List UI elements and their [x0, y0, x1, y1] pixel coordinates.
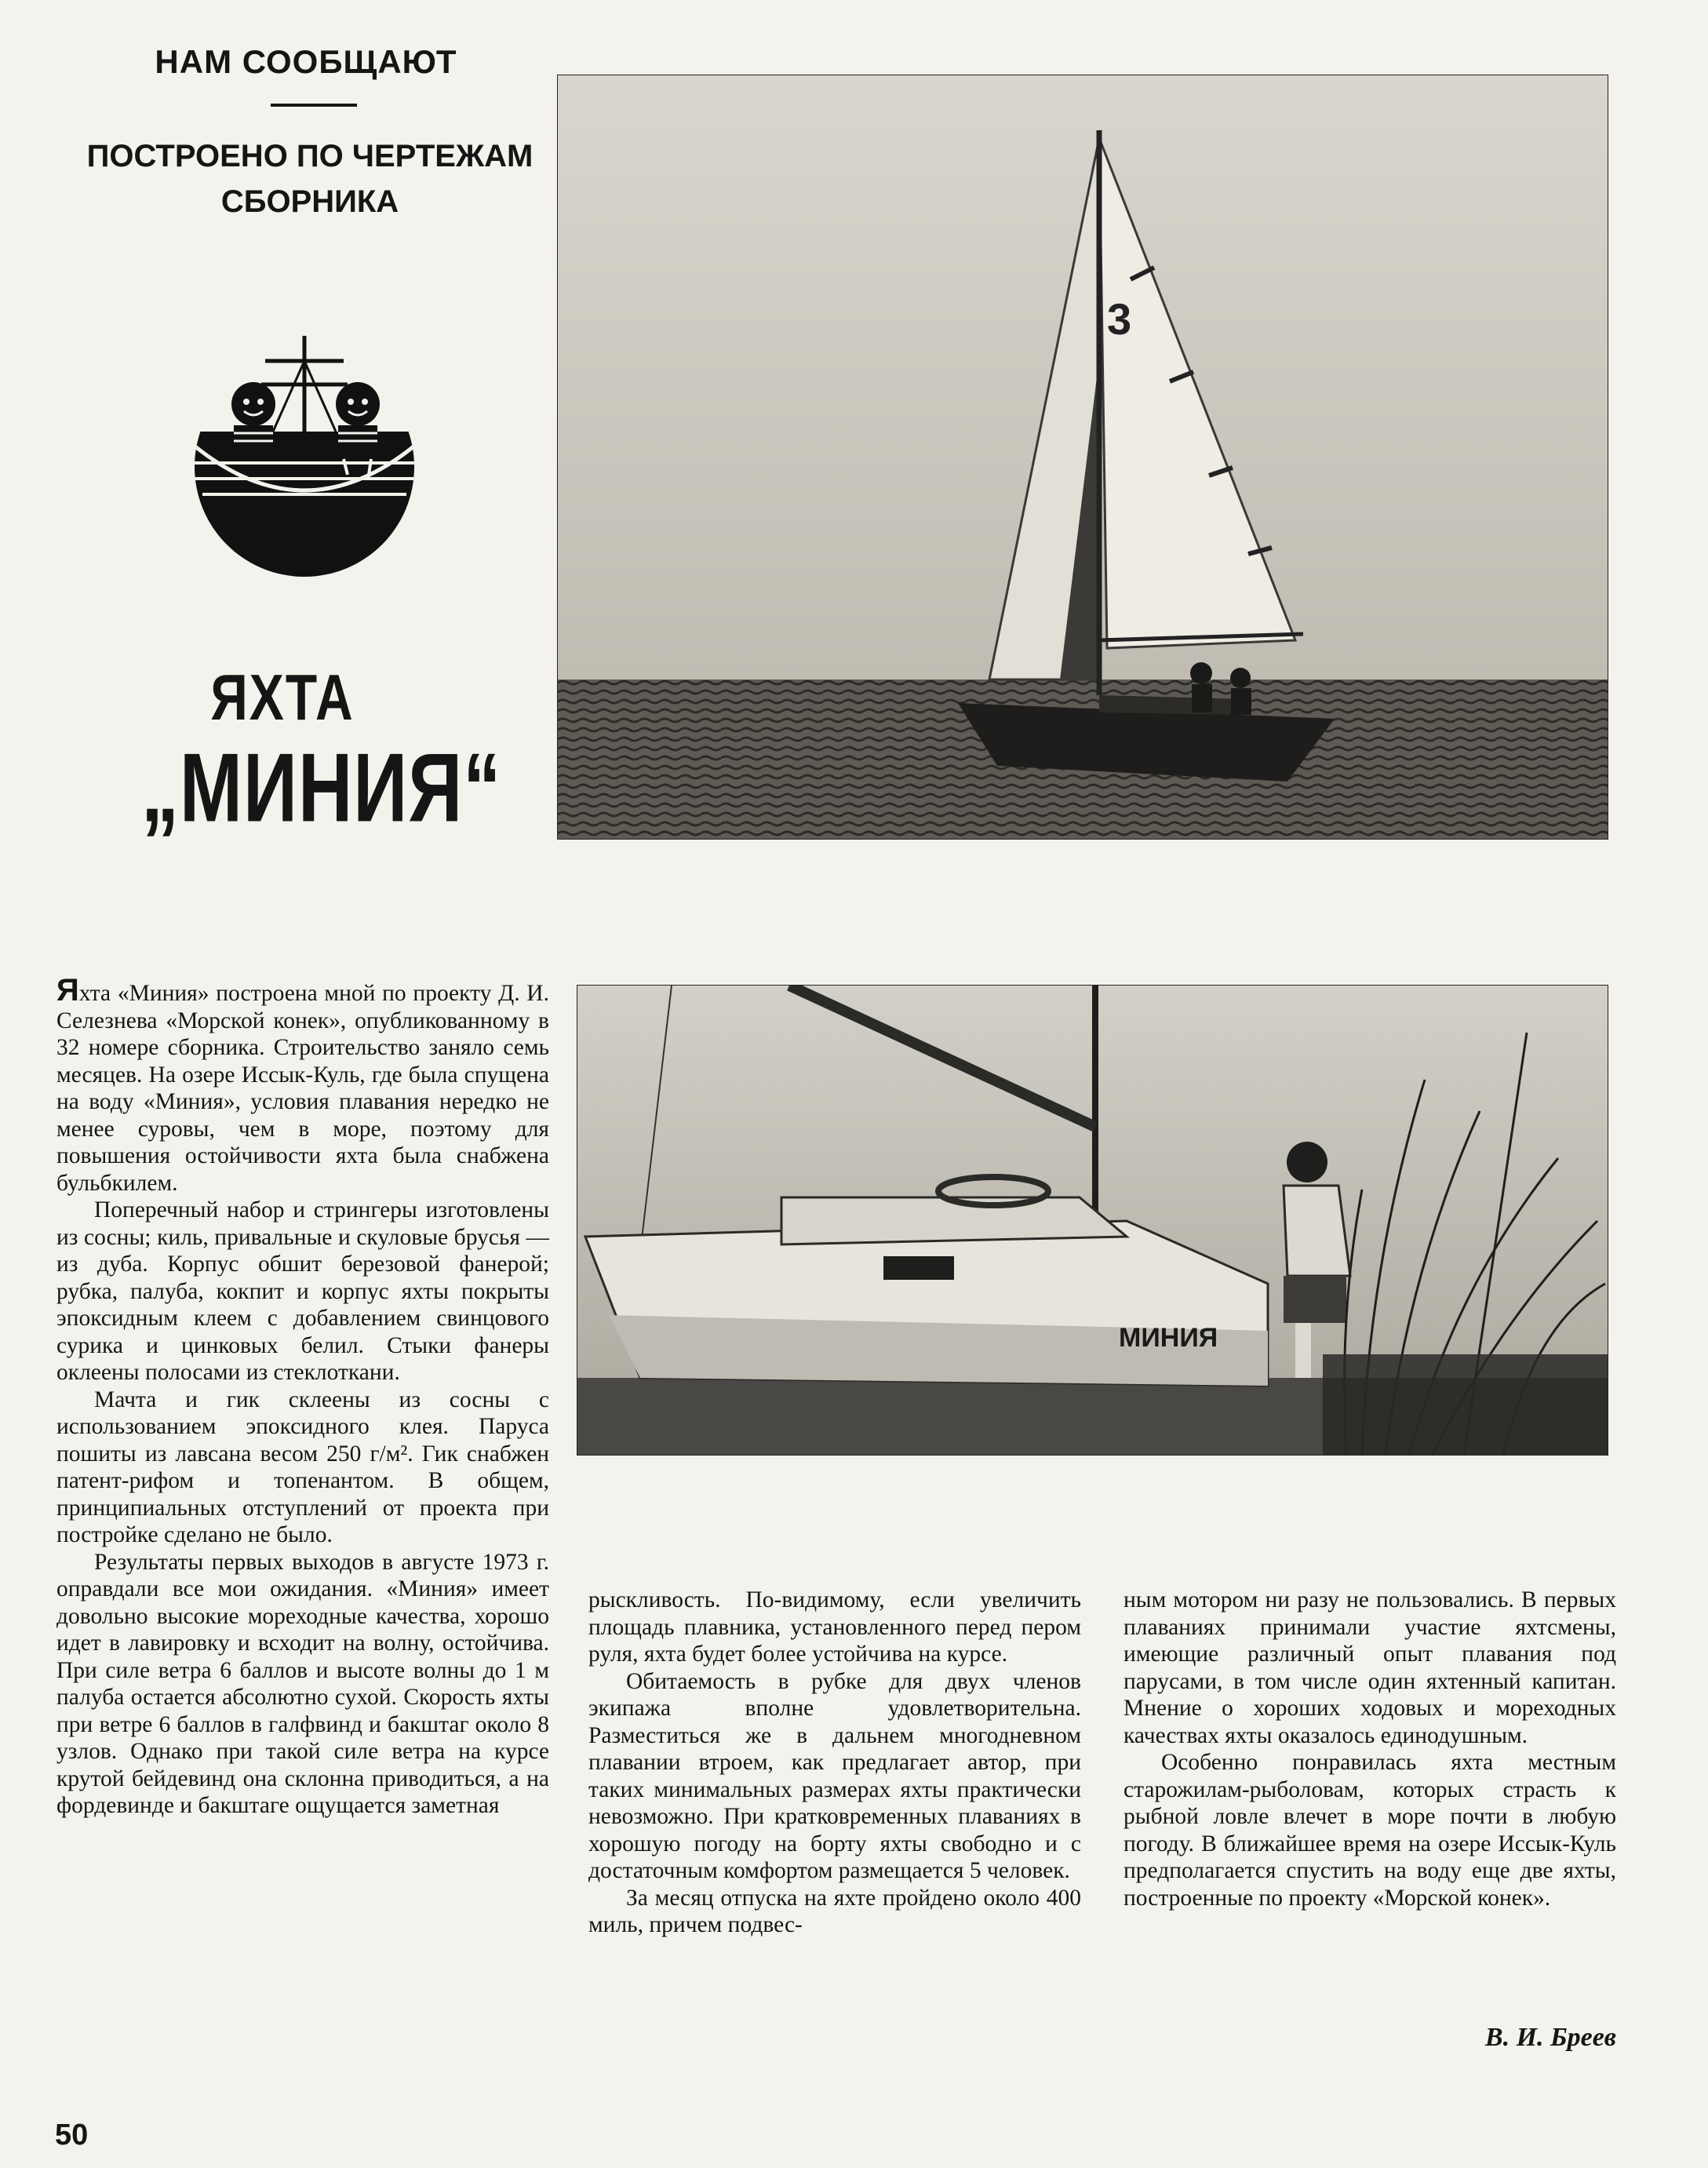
paragraph: Поперечный набор и стрингеры изготовлены из сосны; киль, привальные и скуловые брусья — из дуба. Корпус обшит березовой фанерой; рубка, палуба, кокпит и корпус яхты покрыты эпоксидным клеем с добавлением свинцового сурика и цинковых белил. Стыки фанеры оклеены полосами из стеклоткани. — [56, 1197, 549, 1385]
article-column-1 — [56, 973, 549, 1820]
photo-yacht-on-shore — [577, 985, 1608, 1456]
subtitle-line-2: СБОРНИКА — [220, 184, 399, 219]
paragraph-text: хта «Миния» построена мной по проекту Д. И. Селезнева «Морской конек», опубликованному в 32 номере сборника. Строительство заняло семь месяцев. На озере Иссык-Куль, где была спущена на воду «Миния», условия плавания нередко не менее суровы, чем в море, поэтому для повышения остойчивости яхта была снабжена бульбкилем. — [56, 981, 549, 1196]
paragraph: рыскливость. По-видимому, если увеличить площадь плавника, установленного перед пером руля, яхта будет более устойчива на курсе. — [588, 1587, 1081, 1667]
drop-cap: Я — [56, 973, 79, 1007]
sailors-boat-emblem — [179, 330, 430, 581]
paragraph: Особенно понравилась яхта местным старожилам-рыболовам, которых страсть к рыбной ловле влечет в море почти в любую погоду. В ближайшее время на озере Иссык-Куль предполагается спустить на воду еще две яхты, построенные по проекту «Морской конек». — [1123, 1750, 1616, 1911]
sail-number: 3 — [1107, 294, 1132, 344]
heading-rule — [271, 104, 357, 107]
paragraph: Обитаемость в рубке для двух членов экипажа вполне удовлетворительна. Разместиться же в дальнем многодневном плавании втроем, как предлагает автор, при таких минимальных размерах яхты практически невозможно. При кратковременных плаваниях в хорошую погоду на борту яхты свободно и с достаточным комфортом размещается 5 человек. — [588, 1668, 1081, 1883]
hull-name: МИНИЯ — [1119, 1323, 1218, 1353]
rubric-heading: НАМ СООБЩАЮТ — [155, 43, 457, 80]
paragraph — [56, 973, 549, 1197]
page-number: 50 — [55, 2119, 89, 2152]
paragraph: За месяц отпуска на яхте пройдено около 400 миль, причем подвес- — [588, 1885, 1081, 1937]
photo-yacht-sailing — [557, 75, 1608, 840]
section-subtitle — [55, 133, 565, 224]
article-column-3 — [1123, 1587, 1616, 1911]
subtitle-line-1: ПОСТРОЕНО ПО ЧЕРТЕЖАМ — [86, 139, 534, 173]
paragraph: Мачта и гик склеены из сосны с использованием эпоксидного клея. Паруса пошиты из лавсана весом 250 г/м². Гик снабжен патент-рифом и топенантом. В общем, принципиальных отступлений от проекта при постройке сделано не было. — [56, 1386, 549, 1547]
paragraph: Результаты первых выходов в августе 1973 г. оправдали все мои ожидания. «Миния» имеет довольно высокие мореходные качества, хорошо идет в лавировку и всходит на волну, остойчива. При силе ветра 6 баллов и высоте волны до 1 м палуба остается абсолютно сухой. Скорость яхты при ветре 6 баллов в галфвинд и бакштаг около 8 узлов. Однако при такой силе ветра на курсе крутой бейдевинд она склонна приводиться, а на фордевинде и бакштаге ощущается заметная — [56, 1549, 549, 1818]
paragraph: ным мотором ни разу не пользовались. В первых плаваниях принимали участие яхтсмены, имеющие различный опыт плавания под парусами, в том числе один яхтенный капитан. Мнение о хороших ходовых и мореходных качествах яхты оказалось единодушным. — [1123, 1587, 1616, 1748]
article-title-line-2: „МИНИЯ“ — [141, 733, 502, 843]
article-column-2 — [588, 1587, 1081, 1939]
article-title-line-1: ЯХТА — [210, 660, 355, 734]
author-signature: В. И. Бреев — [1484, 2023, 1616, 2052]
